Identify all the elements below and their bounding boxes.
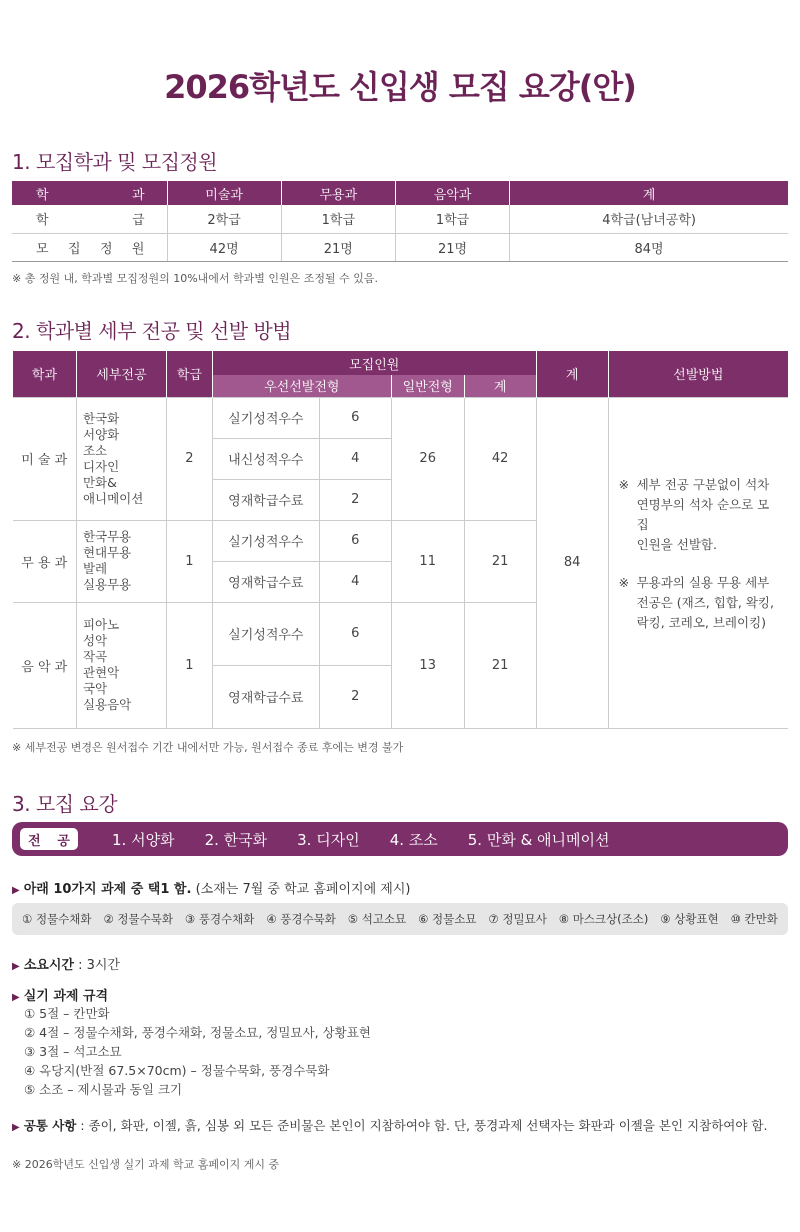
dept-classes: 1: [166, 602, 212, 728]
major-bar: [12, 822, 788, 856]
spec-item: ③ 3절 – 석고소묘: [24, 1044, 122, 1059]
quota-header-col: 무용과: [281, 181, 395, 205]
table-row: [12, 233, 788, 261]
quota-header-col: 미술과: [167, 181, 281, 205]
row-label: 학 급: [12, 205, 167, 233]
quota-header-col: 음악과: [395, 181, 509, 205]
duration: ▶ 소요시간 : 3시간: [12, 958, 120, 973]
header-priority: 우선선발전형: [212, 375, 391, 397]
general-count: 11: [391, 520, 464, 602]
spec-list: [24, 1004, 371, 1099]
task-instruction: ▶ 아래 10가지 과제 중 택1 함. (소재는 7월 중 학교 홈페이지에 제시): [12, 882, 411, 897]
priority-count: 4: [319, 438, 391, 479]
priority-type: 영재학급수료: [212, 665, 319, 728]
quota-header-label: 학 과: [12, 181, 167, 205]
task-item: ① 정물수채화: [22, 912, 92, 926]
spec-item: ④ 옥당지(반절 67.5×70cm) – 정물수묵화, 풍경수묵화: [24, 1063, 330, 1078]
spec-item: ⑤ 소조 – 제시물과 동일 크기: [24, 1082, 183, 1097]
dept-classes: 2: [166, 397, 212, 520]
section1-note: ※ 총 정원 내, 학과별 모집정원의 10%내에서 학과별 인원은 조정될 수 있음.: [12, 272, 379, 285]
priority-type: 영재학급수료: [212, 479, 319, 520]
table-cell: 1학급: [395, 205, 509, 233]
priority-type: 내신성적우수: [212, 438, 319, 479]
priority-count: 2: [319, 479, 391, 520]
triangle-bullet-icon: ▶: [12, 961, 20, 972]
task-item: ② 정물수묵화: [103, 912, 173, 926]
header-classes: 학급: [166, 351, 212, 397]
priority-count: 6: [319, 520, 391, 561]
triangle-bullet-icon: ▶: [12, 992, 20, 1003]
method-note: ※ 무용과의 실용 무용 세부 전공은 (재즈, 힙합, 왁킹, 락킹, 코레오, 브레이킹): [618, 574, 774, 630]
page-title: 2026학년도 신입생 모집 요강(안): [164, 68, 636, 106]
quota-table: [12, 181, 788, 262]
triangle-bullet-icon: ▶: [12, 885, 20, 896]
table-cell: 84명: [510, 233, 788, 261]
table-cell: 1학급: [281, 205, 395, 233]
spec-item: ① 5절 – 칸만화: [24, 1006, 110, 1021]
spec-item: ② 4절 – 정물수채화, 풍경수채화, 정물소묘, 정밀묘사, 상황표현: [24, 1025, 371, 1040]
priority-type: 실기성적우수: [212, 397, 319, 438]
task-list: [12, 903, 788, 935]
task-item: ④ 풍경수묵화: [266, 912, 336, 926]
table-cell: 4학급(남녀공학): [510, 205, 788, 233]
section3-heading: 3. 모집 요강: [12, 792, 118, 816]
general-count: 26: [391, 397, 464, 520]
table-row: [13, 397, 789, 438]
general-count: 13: [391, 602, 464, 728]
header-dept: 학과: [13, 351, 77, 397]
section2-note: ※ 세부전공 변경은 원서접수 기간 내에서만 가능, 원서접수 종료 후에는 변경 불가: [12, 741, 404, 754]
header-general: 일반전형: [391, 375, 464, 397]
major-item: 2. 한국화: [204, 830, 268, 849]
table-row: [12, 205, 788, 233]
priority-type: 영재학급수료: [212, 561, 319, 602]
selection-table: [12, 351, 788, 729]
task-item: ⑦ 정밀묘사: [488, 912, 547, 926]
header-total: 계: [536, 351, 608, 397]
table-cell: 2학급: [167, 205, 281, 233]
priority-count: 4: [319, 561, 391, 602]
method-notes: [608, 397, 788, 728]
dept-majors: 피아노 성악 작곡 관현악 국악 실용음악: [76, 602, 166, 728]
task-item: ③ 풍경수채화: [184, 912, 255, 926]
section2-heading: 2. 학과별 세부 전공 및 선발 방법: [12, 319, 292, 343]
section1-heading: 1. 모집학과 및 모집정원: [12, 150, 218, 174]
priority-type: 실기성적우수: [212, 520, 319, 561]
sum-count: 21: [464, 520, 536, 602]
task-item: ⑨ 상황표현: [660, 912, 719, 926]
task-item: ⑥ 정물소묘: [418, 912, 477, 926]
priority-count: 6: [319, 397, 391, 438]
major-item: 1. 서양화: [112, 830, 175, 849]
header-sum: 계: [464, 375, 536, 397]
header-major: 세부전공: [76, 351, 166, 397]
major-item: 3. 디자인: [297, 830, 360, 849]
header-recruit: 모집인원: [212, 351, 536, 375]
quota-header-col: 계: [510, 181, 788, 205]
footer-note: ※ 2026학년도 신입생 실기 과제 학교 홈페이지 게시 중: [12, 1158, 280, 1171]
table-cell: 42명: [167, 233, 281, 261]
sum-count: 42: [464, 397, 536, 520]
major-label: 전 공: [20, 828, 78, 850]
triangle-bullet-icon: ▶: [12, 1122, 20, 1133]
table-cell: 21명: [395, 233, 509, 261]
row-label: 모 집 정 원: [12, 233, 167, 261]
dept-majors: 한국화 서양화 조소 디자인 만화& 애니메이션: [76, 397, 166, 520]
dept-name: 음 악 과: [13, 602, 77, 728]
header-method: 선발방법: [608, 351, 788, 397]
dept-classes: 1: [166, 520, 212, 602]
table-cell: 21명: [281, 233, 395, 261]
major-item: 4. 조소: [389, 830, 438, 849]
task-item: ⑩ 칸만화: [730, 912, 778, 926]
dept-name: 미 술 과: [13, 397, 77, 520]
priority-type: 실기성적우수: [212, 602, 319, 665]
dept-majors: 한국무용 현대무용 발레 실용무용: [76, 520, 166, 602]
common-notes: ▶ 공통 사항 : 종이, 화판, 이젤, 흙, 심봉 외 모든 준비물은 본인이 지참하여야 함. 단, 풍경과제 선택자는 화판과 이젤을 본인 지참하여야 함.: [12, 1118, 768, 1133]
spec-heading: ▶ 실기 과제 규격: [12, 989, 109, 1004]
dept-name: 무 용 과: [13, 520, 77, 602]
task-item: ⑧ 마스크상(조소): [558, 912, 649, 926]
major-item: 5. 만화 & 애니메이션: [467, 830, 610, 849]
sum-count: 21: [464, 602, 536, 728]
method-note: ※ 세부 전공 구분없이 석차 연명부의 석차 순으로 모집 인원을 선발함.: [618, 476, 770, 552]
task-item: ⑤ 석고소묘: [347, 912, 407, 926]
priority-count: 2: [319, 665, 391, 728]
grand-total: 84: [536, 397, 608, 728]
priority-count: 6: [319, 602, 391, 665]
